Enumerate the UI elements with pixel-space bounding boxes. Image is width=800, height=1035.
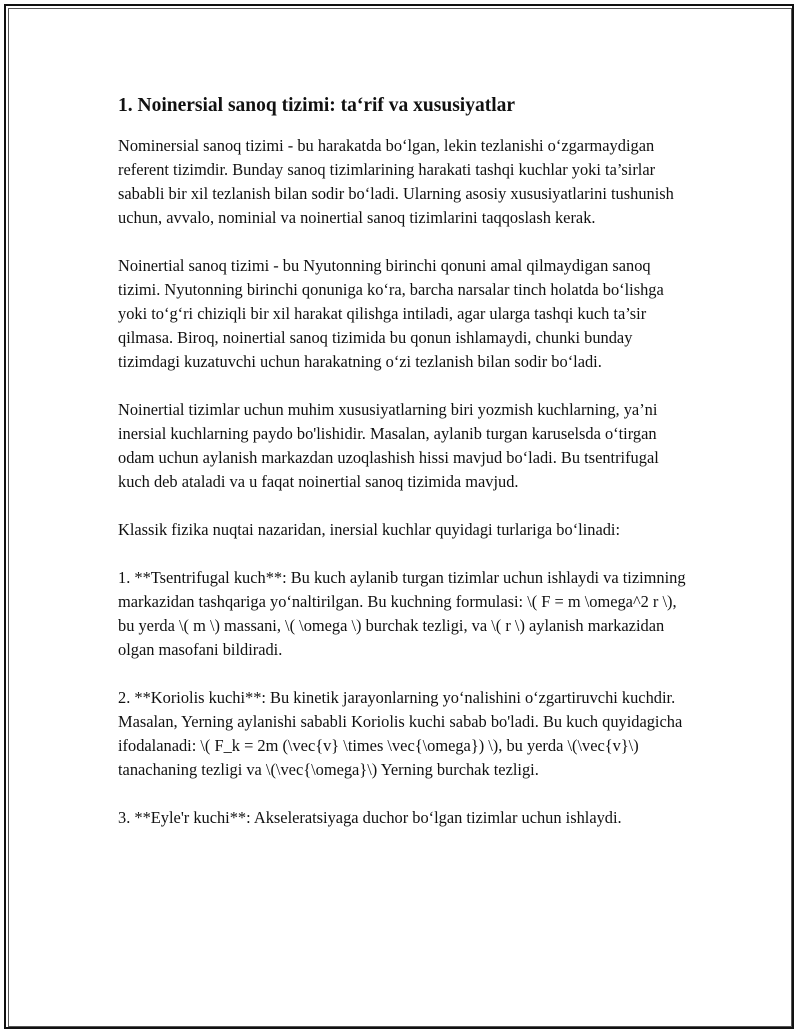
paragraph-inertial-forces: Noinertial tizimlar uchun muhim xususiyatlarning biri yozmish kuchlarning, ya’ni inersial kuchlarning paydo bo'lishidir. Masalan, aylanib turgan karuselsda o‘tirgan odam uchun aylanish markazdan uzoqlashish hissi mavjud bo‘ladi. Bu tsentrifugal kuch deb ataladi va u faqat noinertial sanoq tizimida mavjud. — [118, 400, 659, 491]
list-item-euler: 3. **Eyle'r kuchi**: Akseleratsiyaga duchor bo‘lgan tizimlar uchun ishlaydi. — [118, 808, 622, 827]
section-heading: 1. Noinersial sanoq tizimi: ta‘rif va xususiyatlar — [118, 95, 516, 116]
paragraph-classification: Klassik fizika nuqtai nazaridan, inersial kuchlar quyidagi turlariga bo‘linadi: — [118, 520, 621, 539]
list-item-coriolis: 2. **Koriolis kuchi**: Bu kinetik jarayonlarning yo‘nalishini o‘zgartiruvchi kuchdir. Masalan, Yerning aylanishi sababli Koriolis kuchi sabab bo'ladi. Bu kuch quyidagicha ifodalanadi: \( F_k = 2m (\vec{v} \times \vec{\omega}) \), bu yerda \(\vec{v}\) tanachaning tezligi va \(\vec{\omega}\) Yerning burchak tezligi. — [118, 688, 683, 779]
paragraph-definition: Nominersial sanoq tizimi - bu harakatda bo‘lgan, lekin tezlanishi o‘zgarmaydigan referent tizimdir. Bunday sanoq tizimlarining harakati tashqi kuchlar yoki ta’sirlar sababli bir xil tezlanish bilan sodir bo‘ladi. Ularning asosiy xususiyatlarini tushunish uchun, avvalo, nominial va noinertial sanoq tizimlarini taqqoslash kerak. — [118, 136, 674, 227]
document-body — [118, 92, 688, 830]
list-item-centrifugal: 1. **Tsentrifugal kuch**: Bu kuch aylanib turgan tizimlar uchun ishlaydi va tizimning markazidan tashqariga yo‘naltirilgan. Bu kuchning formulasi: \( F = m \omega^2 r \), bu yerda \( m \) massani, \( \omega \) burchak tezligi, va \( r \) aylanish markazidan olgan masofani bildiradi. — [118, 568, 686, 659]
paragraph-noninertial: Noinertial sanoq tizimi - bu Nyutonning birinchi qonuni amal qilmaydigan sanoq tizimi. Nyutonning birinchi qonuniga ko‘ra, barcha narsalar tinch holatda bo‘lishga yoki to‘g‘ri chiziqli bir xil harakat qilishga intiladi, agar ularga tashqi kuch ta’sir qilmasa. Biroq, noinertial sanoq tizimida bu qonun ishlamaydi, chunki bunday tizimdagi kuzatuvchi uchun harakatning o‘zi tezlanish bilan sodir bo‘ladi. — [118, 256, 664, 371]
